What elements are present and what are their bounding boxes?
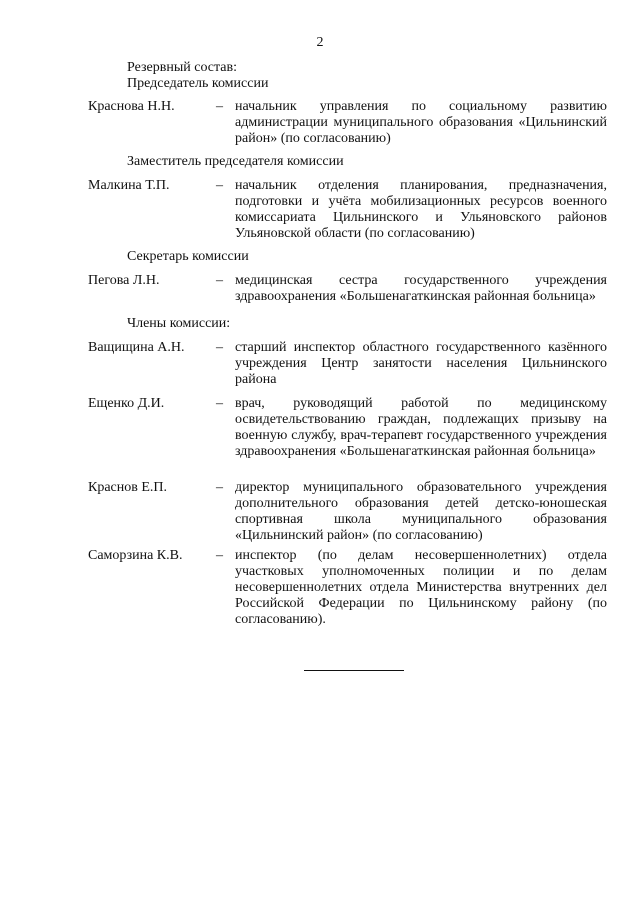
member-description: директор муниципального образовательного учреждения дополнительного образования детей детско-юношеская спортивная школа муниципального образования «Цильнинский район» (по согласованию) (235, 480, 607, 543)
section-heading-secretary: Секретарь комиссии (127, 249, 249, 264)
member-description: начальник управления по социальному развитию администрации муниципального образования «Цильнинский район» (по согласованию) (235, 99, 607, 146)
section-heading-deputy: Заместитель председателя комиссии (127, 154, 344, 169)
member-dash: – (216, 480, 223, 495)
member-description: медицинская сестра государственного учреждения здравоохранения «Большенагаткинская районная больница» (235, 273, 607, 304)
member-name: Краснова Н.Н. (88, 99, 175, 114)
member-dash: – (216, 548, 223, 563)
member-description: начальник отделения планирования, предназначения, подготовки и учёта мобилизационных ресурсов военного комиссариата Цильнинского и Ульяновского районов Ульяновской области (по согласованию) (235, 178, 607, 241)
member-name: Ващищина А.Н. (88, 340, 185, 355)
member-name: Саморзина К.В. (88, 548, 183, 563)
member-description: врач, руководящий работой по медицинскому освидетельствованию граждан, подлежащих призыву на военную службу, врач-терапевт государственного учреждения здравоохранения «Большенагаткинская районная больница» (235, 396, 607, 459)
member-description: старший инспектор областного государственного казённого учреждения Центр занятости населения Цильнинского района (235, 340, 607, 387)
member-dash: – (216, 340, 223, 355)
member-name: Ещенко Д.И. (88, 396, 165, 411)
member-dash: – (216, 273, 223, 288)
member-dash: – (216, 178, 223, 193)
member-name: Краснов Е.П. (88, 480, 168, 495)
member-dash: – (216, 99, 223, 114)
page-number: 2 (316, 35, 324, 50)
section-heading-members: Члены комиссии: (127, 316, 231, 331)
reserve-title: Резервный состав: (127, 60, 238, 75)
member-dash: – (216, 396, 223, 411)
member-description: инспектор (по делам несовершеннолетних) отдела участковых уполномоченных полиции и по делам несовершеннолетних отдела Министерства внутренних дел Российской Федерации по Цильнинскому району (по согласованию). (235, 548, 607, 627)
closing-rule (304, 670, 404, 671)
section-heading-chairman: Председатель комиссии (127, 76, 269, 91)
member-name: Пегова Л.Н. (88, 273, 160, 288)
member-name: Малкина Т.П. (88, 178, 170, 193)
